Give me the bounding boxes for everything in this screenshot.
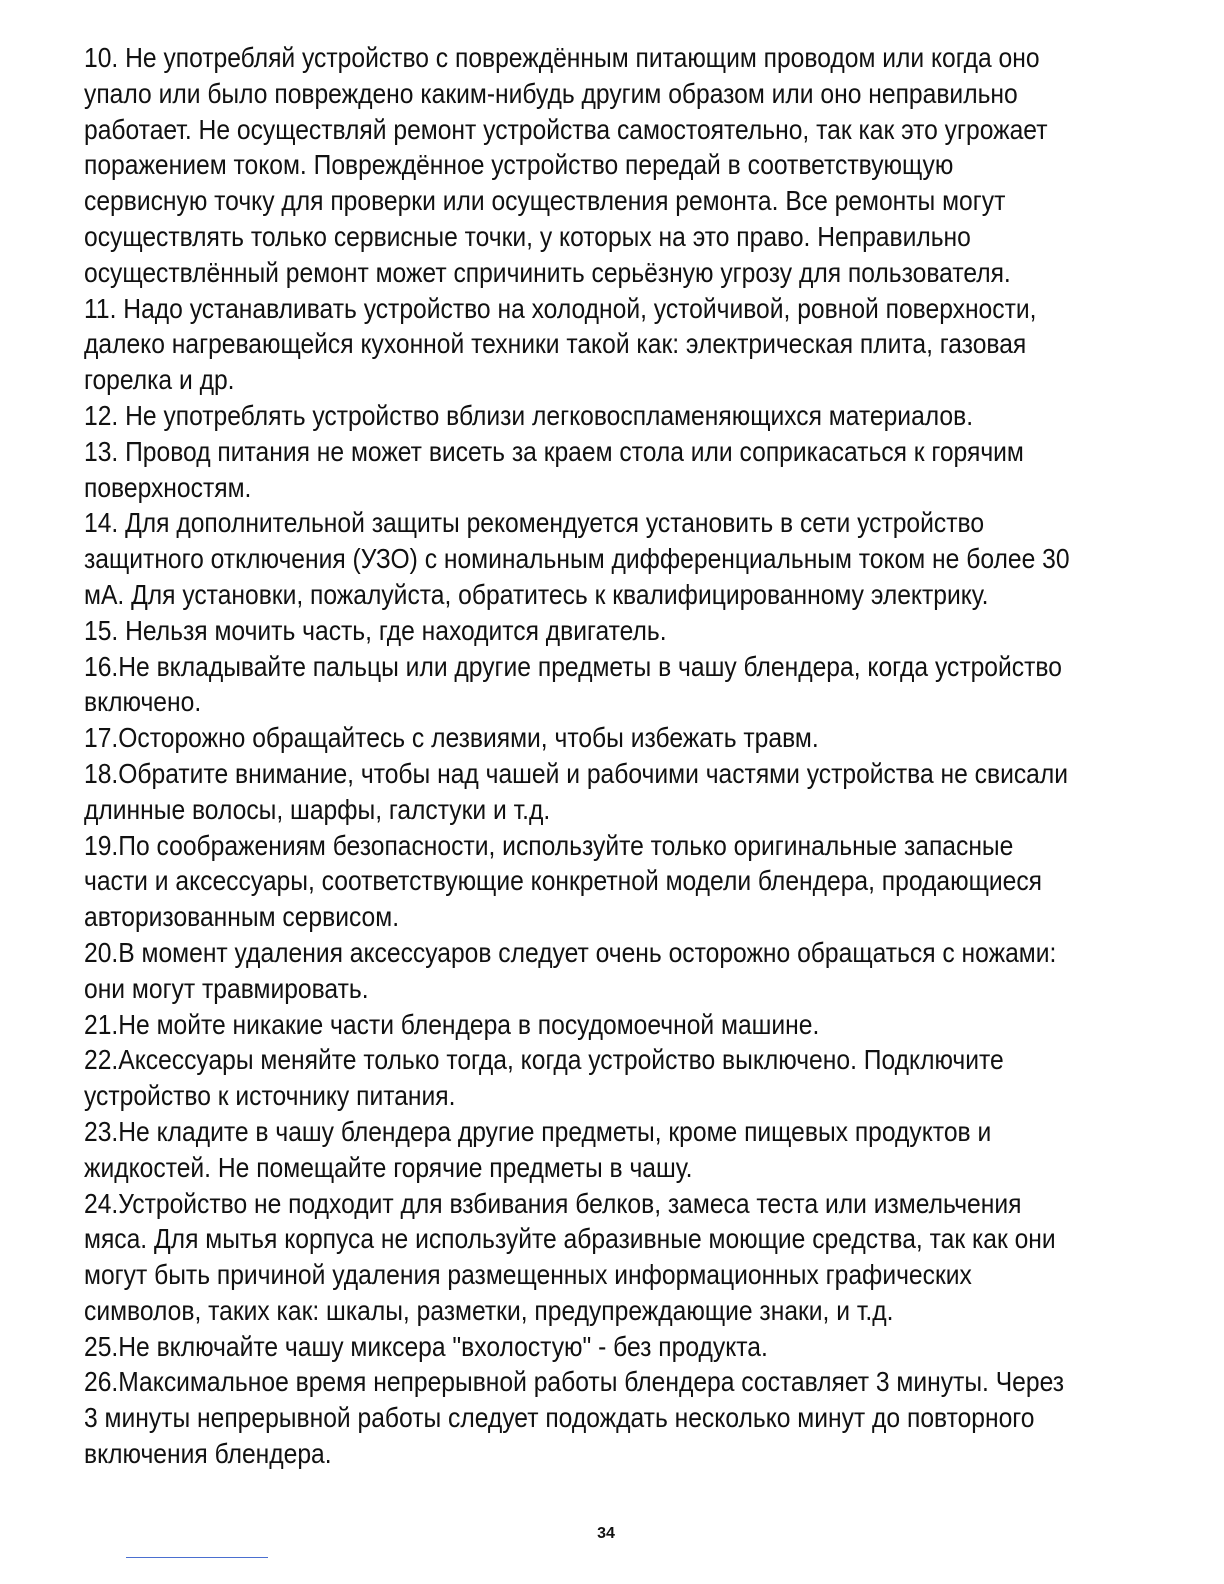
text-line: 13. Провод питания не может висеть за краем стола или соприкасаться к горячим [84,435,1024,467]
text-line: устройство к источнику питания. [84,1080,456,1112]
text-line: символов, таких как: шкалы, разметки, предупреждающие знаки, и т.д. [84,1294,894,1326]
text-line: 12. Не употреблять устройство вблизи легковоспламеняющихся материалов. [84,399,974,431]
text-line: 25.Не включайте чашу миксера "вхолостую" - без продукта. [84,1330,768,1362]
text-line: могут быть причиной удаления размещенных информационных графических [84,1259,972,1291]
text-line: упало или было повреждено каким-нибудь другим образом или оно неправильно [84,77,1018,109]
text-line: 3 минуты непрерывной работы следует подождать несколько минут до повторного [84,1402,1035,1434]
text-line: поражением током. Повреждённое устройство передай в соответствующую [84,149,954,181]
text-line: 22.Аксессуары меняйте только тогда, когда устройство выключено. Подключите [84,1044,1004,1076]
text-line: включено. [84,686,202,718]
text-line: длинные волосы, шарфы, галстуки и т.д. [84,793,551,825]
text-line: включения блендера. [84,1438,332,1470]
text-line: работает. Не осуществляй ремонт устройства самостоятельно, так как это угрожает [84,113,1048,145]
text-line: защитного отключения (УЗО) с номинальным дифференциальным током не более 30 [84,543,1070,575]
text-line: 10. Не употребляй устройство с повреждённым питающим проводом или когда оно [84,42,1040,73]
text-line: части и аксессуары, соответствующие конкретной модели блендера, продающиеся [84,865,1042,897]
text-line: 16.Не вкладывайте пальцы или другие предметы в чашу блендера, когда устройство [84,650,1062,682]
text-line: мяса. Для мытья корпуса не используйте абразивные моющие средства, так как они [84,1223,1056,1255]
text-line: 26.Максимальное время непрерывной работы блендера составляет 3 минуты. Через [84,1366,1065,1398]
text-line: сервисную точку для проверки или осуществления ремонта. Все ремонты могут [84,185,1006,217]
text-line: осуществлять только сервисные точки, у которых на это право. Неправильно [84,220,971,252]
text-line: 14. Для дополнительной защиты рекомендуется установить в сети устройство [84,507,985,539]
text-line: мА. Для установки, пожалуйста, обратитесь к квалифицированному электрику. [84,578,989,610]
text-line: 19.По соображениям безопасности, используйте только оригинальные запасные [84,829,1014,861]
text-line: 20.В момент удаления аксессуаров следует очень осторожно обращаться с ножами: [84,936,1057,968]
text-line: жидкостей. Не помещайте горячие предметы в чашу. [84,1151,693,1183]
text-line: 17.Осторожно обращайтесь с лезвиями, чтобы избежать травм. [84,722,819,754]
text-line: 23.Не кладите в чашу блендера другие предметы, кроме пищевых продуктов и [84,1115,992,1147]
footnote-divider [126,1557,268,1558]
text-line: поверхностям. [84,471,252,503]
safety-instructions-text [84,40,1140,1472]
text-line: осуществлённый ремонт может спричинить серьёзную угрозу для пользователя. [84,256,1011,288]
text-line: далеко нагревающейся кухонной техники такой как: электрическая плита, газовая [84,328,1027,360]
text-line: авторизованным сервисом. [84,901,400,933]
text-line: горелка и др. [84,364,235,396]
text-line: они могут травмировать. [84,972,369,1004]
text-line: 18.Обратите внимание, чтобы над чашей и рабочими частями устройства не свисали [84,757,1069,789]
text-line: 15. Нельзя мочить часть, где находится двигатель. [84,614,667,646]
text-line: 11. Надо устанавливать устройство на холодной, устойчивой, ровной поверхности, [84,292,1037,324]
page-number: 34 [597,1525,615,1542]
text-line: 24.Устройство не подходит для взбивания белков, замеса теста или измельчения [84,1187,1022,1219]
text-line: 21.Не мойте никакие части блендера в посудомоечной машине. [84,1008,820,1040]
